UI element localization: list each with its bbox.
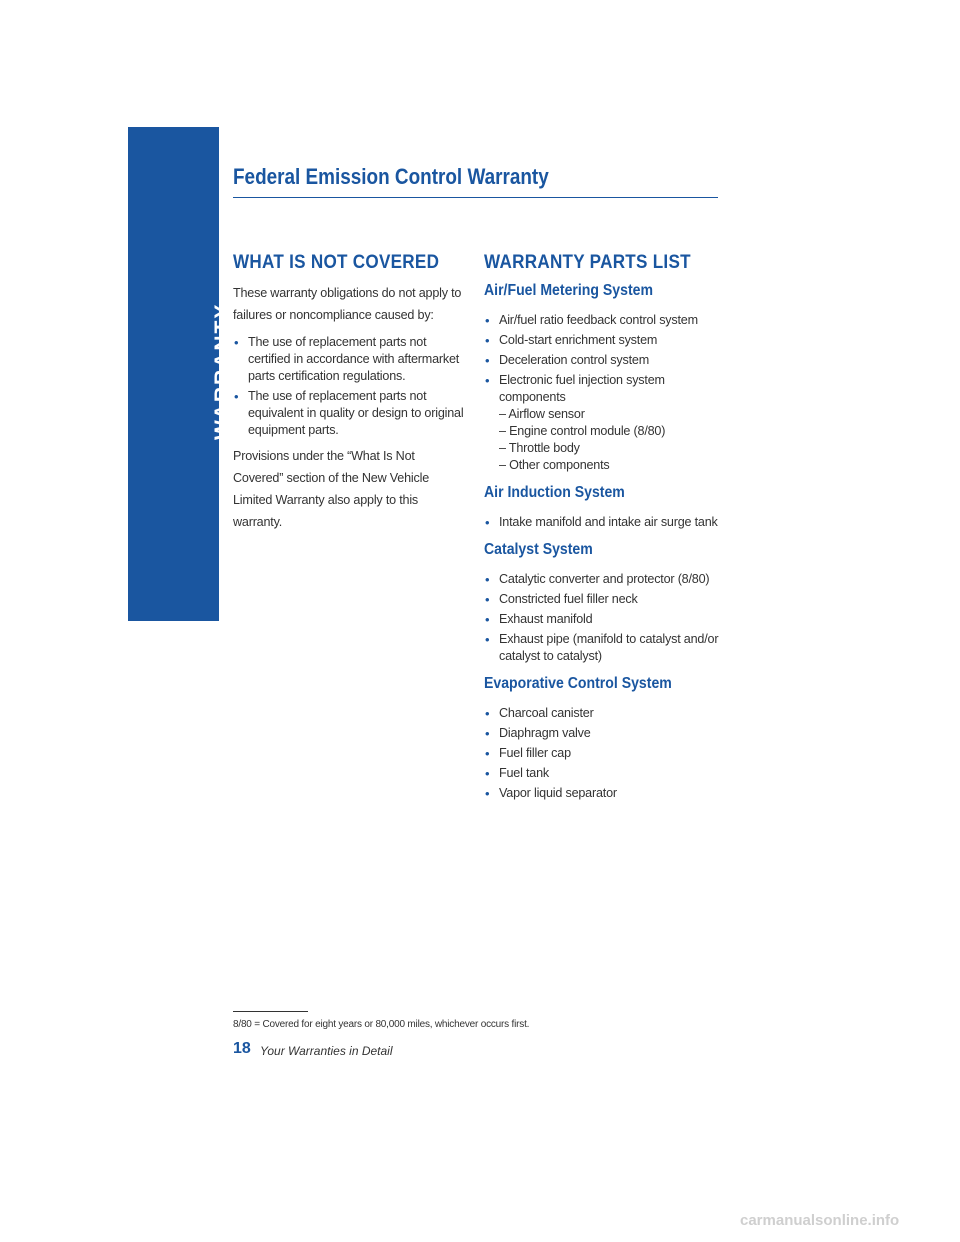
parts-list-heading: WARRANTY PARTS LIST — [484, 252, 691, 273]
list-item: • The use of replacement parts not certified in accordance with aftermarket parts certification regulations. — [233, 334, 465, 385]
list-item: • Constricted fuel filler neck — [484, 591, 722, 608]
list-item-text: Electronic fuel injection system components — [499, 373, 665, 404]
list-item: • Diaphragm valve — [484, 725, 722, 742]
page-number: 18 — [233, 1040, 251, 1057]
list-item: • Fuel tank — [484, 765, 722, 782]
not-covered-closing: Provisions under the “What Is Not Covered” section of the New Vehicle Limited Warranty also apply to this warranty. — [233, 449, 430, 529]
footnote-divider — [233, 1011, 308, 1012]
list-item: • Vapor liquid separator — [484, 785, 722, 802]
list-item: • Air/fuel ratio feedback control system — [484, 312, 722, 329]
list-item: • Exhaust pipe (manifold to catalyst and/or catalyst to catalyst) — [484, 631, 722, 665]
side-tab-label: WARRANTY — [211, 302, 234, 440]
watermark: carmanualsonline.info — [740, 1212, 900, 1229]
air-fuel-list — [484, 312, 722, 474]
sub-item: – Throttle body — [499, 441, 580, 455]
list-item: • Exhaust manifold — [484, 611, 722, 628]
evaporative-list — [484, 705, 722, 802]
not-covered-heading: WHAT IS NOT COVERED — [233, 252, 440, 273]
page-title: Federal Emission Control Warranty — [233, 164, 549, 189]
section-title-catalyst: Catalyst System — [484, 541, 593, 558]
right-column — [484, 252, 722, 808]
left-column — [233, 252, 465, 541]
page-caption: Your Warranties in Detail — [260, 1044, 393, 1058]
catalyst-list — [484, 571, 722, 665]
air-induction-list — [484, 514, 722, 531]
not-covered-list — [233, 334, 465, 439]
list-item: • Fuel filler cap — [484, 745, 722, 762]
list-item — [484, 372, 722, 474]
list-item: • Cold-start enrichment system — [484, 332, 722, 349]
list-item: • Intake manifold and intake air surge tank — [484, 514, 722, 531]
section-title-evaporative: Evaporative Control System — [484, 675, 672, 692]
list-item: • Catalytic converter and protector (8/80) — [484, 571, 722, 588]
list-item: • Deceleration control system — [484, 352, 722, 369]
sub-item: – Other components — [499, 458, 610, 472]
list-item: • Charcoal canister — [484, 705, 722, 722]
section-title-air-induction: Air Induction System — [484, 484, 625, 501]
sub-item: – Engine control module (8/80) — [499, 424, 666, 438]
footnote: 8/80 = Covered for eight years or 80,000 miles, whichever occurs first. — [233, 1019, 530, 1030]
list-item: • The use of replacement parts not equivalent in quality or design to original equipment parts. — [233, 388, 465, 439]
section-title-air-fuel: Air/Fuel Metering System — [484, 282, 654, 299]
side-tab — [128, 127, 219, 621]
title-divider — [233, 197, 718, 198]
not-covered-intro: These warranty obligations do not apply to failures or noncompliance caused by: — [233, 286, 462, 322]
sub-item: – Airflow sensor — [499, 407, 585, 421]
